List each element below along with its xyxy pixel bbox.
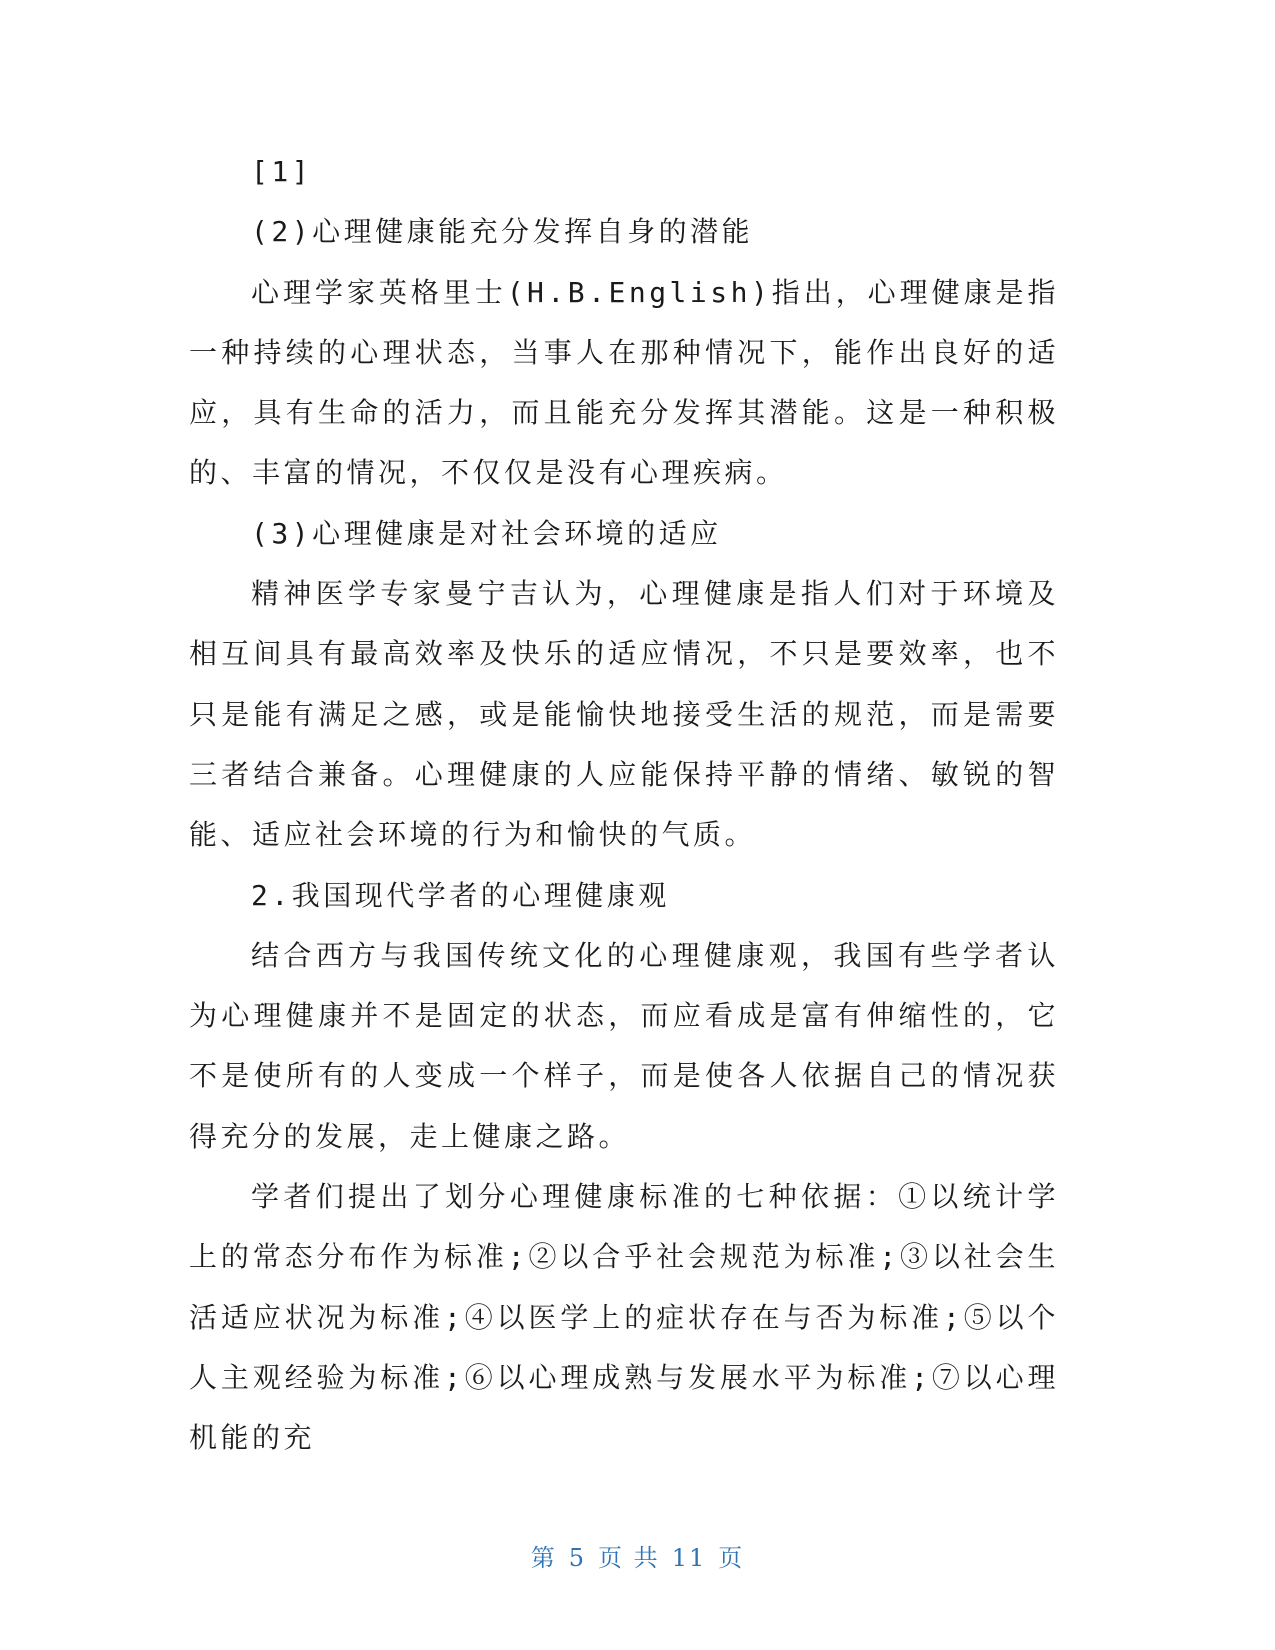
footer-suffix: 页 bbox=[718, 1544, 745, 1572]
footer-total-pages: 11 bbox=[671, 1544, 707, 1572]
footer-prefix: 第 bbox=[530, 1544, 557, 1572]
paragraph-menninger: 精神医学专家曼宁吉认为，心理健康是指人们对于环境及相互间具有最高效率及快乐的适应情况，不只是要效率，也不只是能有满足之感，或是能愉快地接受生活的规范，而是需要三者结合兼备。心理健康的人应能保持平静的情绪、敏锐的智能、适应社会环境的行为和愉快的气质。 bbox=[189, 577, 1059, 852]
footer-middle: 页 共 bbox=[598, 1544, 660, 1572]
document-body bbox=[189, 142, 1059, 1469]
page-footer bbox=[0, 1538, 1275, 1573]
citation-marker: [1] bbox=[251, 155, 313, 188]
paragraph-english: 心理学家英格里士(H.B.English)指出，心理健康是指一种持续的心理状态，当事人在那种情况下，能作出良好的适应，具有生命的活力，而且能充分发挥其潜能。这是一种积极的、丰富的情况，不仅仅是没有心理疾病。 bbox=[189, 275, 1059, 490]
subheading-adaptation: (3)心理健康是对社会环境的适应 bbox=[251, 516, 722, 550]
subheading-potential: (2)心理健康能充分发挥自身的潜能 bbox=[251, 215, 754, 249]
paragraph-seven-criteria: 学者们提出了划分心理健康标准的七种依据：①以统计学上的常态分布作为标准;②以合乎社会规范为标准;③以社会生活适应状况为标准;④以医学上的症状存在与否为标准;⑤以个人主观经验为标准;⑥以心理成熟与发展水平为标准;⑦以心理机能的充 bbox=[189, 1180, 1059, 1455]
paragraph-domestic-view: 结合西方与我国传统文化的心理健康观，我国有些学者认为心理健康并不是固定的状态，而应看成是富有伸缩性的，它不是使所有的人变成一个样子，而是使各人依据自己的情况获得充分的发展，走上健康之路。 bbox=[189, 938, 1059, 1153]
footer-current-page: 5 bbox=[568, 1544, 587, 1572]
section-heading-domestic-view: 2.我国现代学者的心理健康观 bbox=[251, 878, 670, 912]
